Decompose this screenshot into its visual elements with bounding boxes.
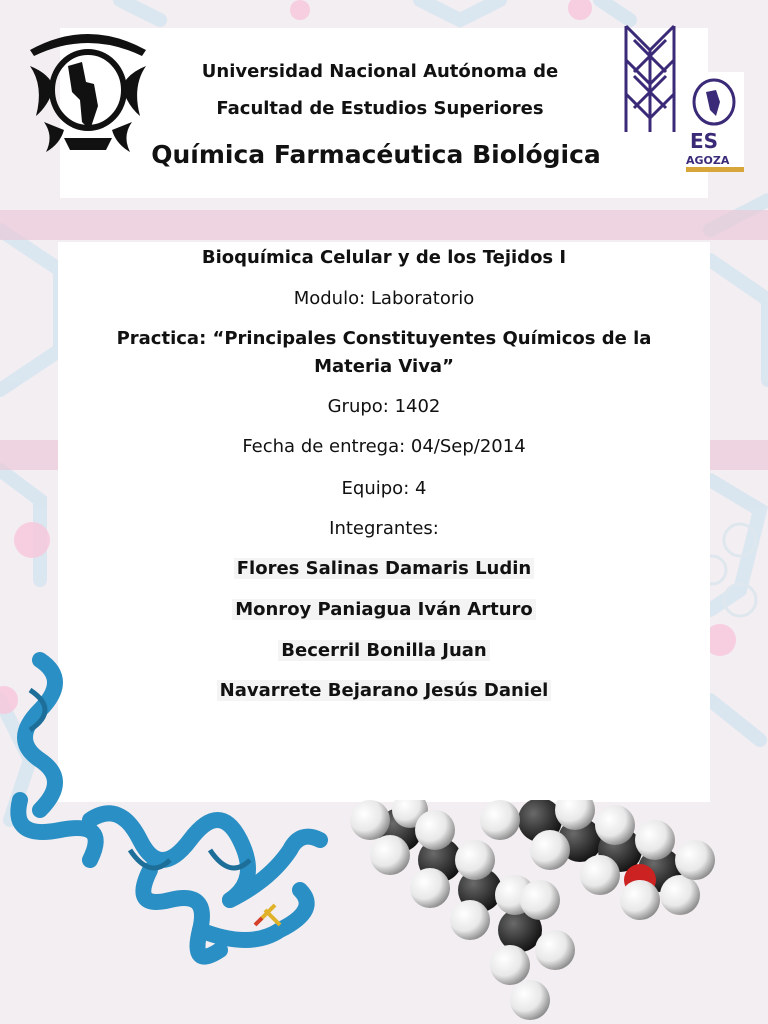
group-label: Grupo: 1402 bbox=[327, 396, 441, 417]
practice-title-line1: Practica: “Principales Constituyentes Químicos de la bbox=[116, 328, 652, 349]
protein-ribbon-image bbox=[0, 650, 345, 1024]
module-label: Modulo: Laboratorio bbox=[293, 288, 475, 309]
members-label: Integrantes: bbox=[329, 518, 439, 539]
member-name-text: Monroy Paniagua Iván Arturo bbox=[232, 599, 536, 620]
delivery-date: Fecha de entrega: 04/Sep/2014 bbox=[242, 436, 526, 457]
subject-title: Bioquímica Celular y de los Tejidos I bbox=[201, 247, 567, 268]
fatty-acid-spheres-image bbox=[340, 800, 768, 1024]
member-name bbox=[58, 599, 710, 620]
member-name-text: Navarrete Bejarano Jesús Daniel bbox=[217, 680, 552, 701]
university-name-line1: Universidad Nacional Autónoma de bbox=[201, 61, 559, 82]
fes-logo-text: ES bbox=[690, 129, 719, 153]
team-label: Equipo: 4 bbox=[341, 478, 427, 499]
member-name-text: Flores Salinas Damaris Ludin bbox=[234, 558, 534, 579]
practice-title-line2: Materia Viva” bbox=[314, 356, 454, 377]
member-name-text: Becerril Bonilla Juan bbox=[278, 640, 489, 661]
fes-badge-icon bbox=[686, 72, 744, 172]
member-name bbox=[58, 558, 710, 579]
university-name-line2: Facultad de Estudios Superiores bbox=[216, 98, 544, 119]
career-title: Química Farmacéutica Biológica bbox=[151, 140, 601, 169]
fes-logo-subtext: AGOZA bbox=[686, 154, 730, 167]
fes-logo-icon bbox=[620, 20, 680, 138]
